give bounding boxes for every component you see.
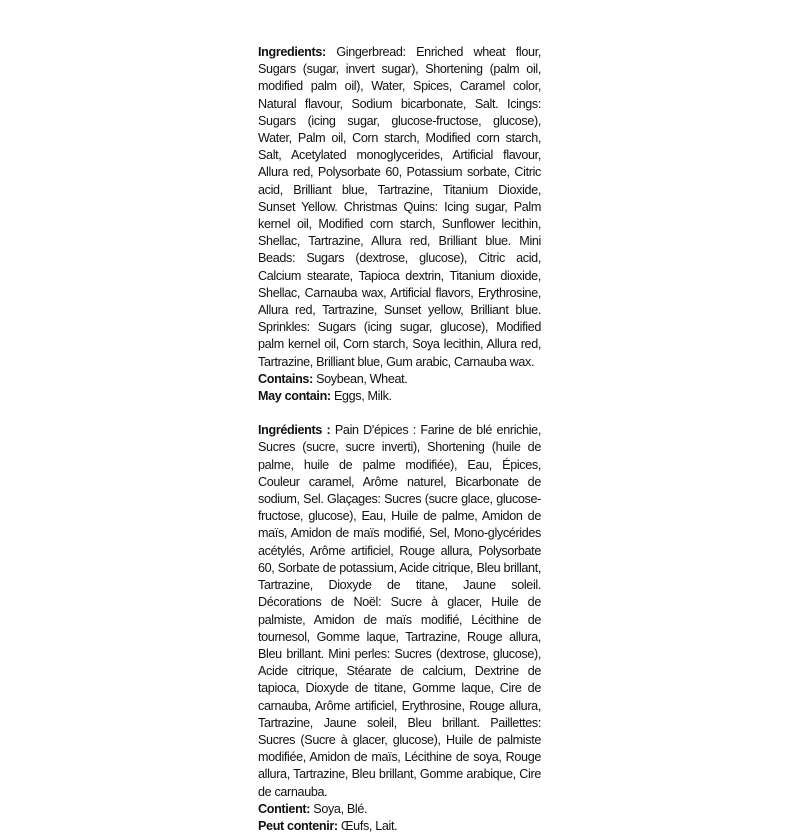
french-ingredients-text: Pain D'épices : Farine de blé enrichie, Sucres (sucre, sucre inverti), Shortening (huile de palme, huile de palme modifiée), Eau, Épices, Couleur caramel, Arôme naturel, Bicarbonate de sodium, Sel. Glaçages: Sucres (sucre glace, glucose-fructose, glucose), Eau, Huile de palme, Amidon de maïs, Amidon de maïs modifié, Sel, Mono-glycérides acétylés, Arôme artificiel, Rouge allura, Polysorbate 60, Sorbate de potassium, Acide citrique, Bleu brillant, Tartrazine, Dioxyde de titane, Jaune soleil. Décorations de Noël: Sucre à glacer, Huile de palmiste, Amidon de maïs modifié, Lécithine de tournesol, Gomme laque, Tartrazine, Rouge allura, Bleu brillant. Mini perles: Sucres (dextrose, glucose), Acide citrique, Stéarate de calcium, Dextrine de tapioca, Dioxyde de titane, Gomme laque, Cire de carnauba, Arôme artificiel, Erythrosine, Rouge allura, Tartrazine, Jaune soleil, Bleu brillant. Paillettes: Sucres (Sucre à glacer, glucose), Huile de palmiste modifiée, Amidon de maïs, Lécithine de soya, Rouge allura, Tartrazine, Bleu brillant, Gomme arabique, Cire de carnauba. — [258, 423, 541, 799]
french-ingredients-heading: Ingrédients : — [258, 423, 331, 438]
french-may-contain-line — [258, 818, 541, 835]
ingredient-label-panel — [258, 44, 541, 835]
english-ingredients-heading: Ingredients: — [258, 45, 326, 59]
english-may-contain-line — [258, 388, 541, 405]
english-ingredients-paragraph — [258, 44, 541, 371]
english-may-contain-heading: May contain: — [258, 389, 331, 404]
english-ingredients-text: Gingerbread: Enriched wheat flour, Sugars (sugar, invert sugar), Shortening (palm oil, modified palm oil), Water, Spices, Caramel color, Natural flavour, Sodium bicarbonate, Salt. Icings: Sugars (icing sugar, glucose-fructose, glucose), Water, Palm oil, Corn starch, Modified corn starch, Salt, Acetylated monoglycerides, Artificial flavour, Allura red, Polysorbate 60, Potassium sorbate, Citric acid, Brilliant blue, Tartrazine, Titanium Dioxide, Sunset Yellow. Christmas Quins: Icing sugar, Palm kernel oil, Modified corn starch, Sunflower lecithin, Shellac, Tartrazine, Allura red, Brilliant blue. Mini Beads: Sugars (dextrose, glucose), Citric acid, Calcium stearate, Tapioca dextrin, Titanium dioxide, Shellac, Carnauba wax, Artificial flavors, Erythrosine, Allura red, Tartrazine, Sunset yellow, Brilliant blue. Sprinkles: Sugars (icing sugar, glucose), Modified palm kernel oil, Corn starch, Soya lecithin, Allura red, Tartrazine, Brilliant blue, Gum arabic, Carnauba wax. — [258, 45, 541, 369]
english-section — [258, 44, 541, 405]
section-spacer — [258, 405, 541, 422]
french-contains-heading: Contient: — [258, 801, 311, 816]
english-may-contain-text: Eggs, Milk. — [333, 389, 392, 404]
french-contains-text: Soya, Blé. — [313, 801, 368, 816]
english-contains-heading: Contains: — [258, 371, 313, 386]
french-may-contain-text: Œufs, Lait. — [340, 818, 398, 833]
english-contains-line — [258, 371, 541, 388]
french-ingredients-paragraph — [258, 422, 541, 800]
french-section — [258, 422, 541, 835]
english-contains-text: Soybean, Wheat. — [316, 371, 408, 386]
french-may-contain-heading: Peut contenir: — [258, 818, 338, 833]
french-contains-line — [258, 801, 541, 818]
